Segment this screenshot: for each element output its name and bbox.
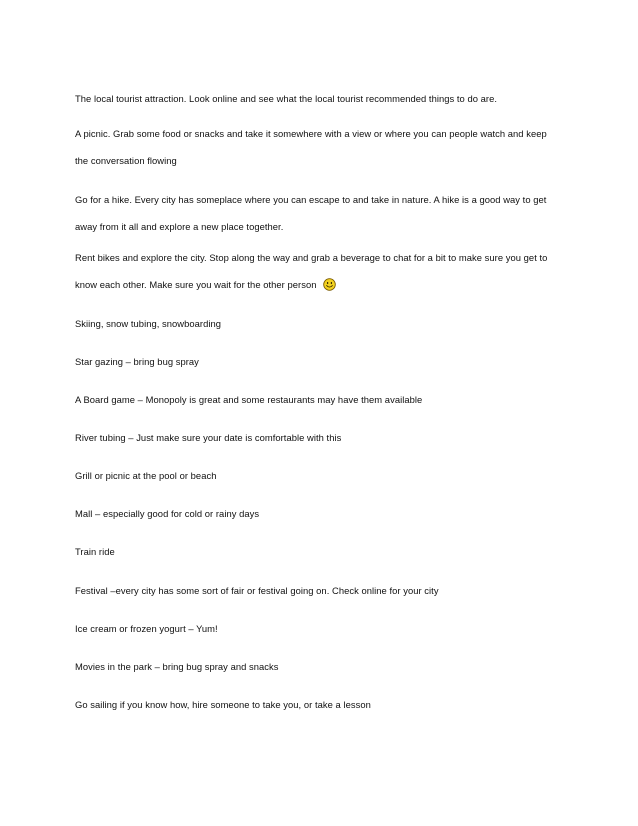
paragraph-line: Movies in the park – bring bug spray and snacks: [75, 661, 279, 672]
paragraph-picnic: [75, 127, 565, 167]
paragraph-train-ride: [75, 545, 565, 558]
paragraph-river-tubing: [75, 431, 565, 444]
paragraph-line: Mall – especially good for cold or rainy days: [75, 508, 260, 519]
paragraph-festival: [75, 584, 565, 597]
paragraph-line: Star gazing – bring bug spray: [75, 356, 199, 367]
paragraph-line: the conversation flowing: [75, 155, 177, 166]
paragraph-sailing: [75, 698, 565, 711]
paragraph-rent-bikes: [75, 251, 565, 294]
paragraph-line: Rent bikes and explore the city. Stop along the way and grab a beverage to chat for a bit to make sure you get to: [75, 252, 548, 263]
paragraph-board-game: [75, 393, 565, 406]
paragraph-line: Skiing, snow tubing, snowboarding: [75, 318, 222, 329]
paragraph-movies: [75, 660, 565, 673]
paragraph-line: Train ride: [75, 546, 115, 557]
paragraph-line: Festival –every city has some sort of fair or festival going on. Check online for your city: [75, 585, 439, 596]
paragraph-line: A Board game – Monopoly is great and some restaurants may have them available: [75, 394, 423, 405]
paragraph-line: Go sailing if you know how, hire someone to take you, or take a lesson: [75, 699, 371, 710]
paragraph-line: away from it all and explore a new place together.: [75, 221, 284, 232]
paragraph-line: A picnic. Grab some food or snacks and take it somewhere with a view or where you can people watch and keep: [75, 128, 547, 139]
paragraph-mall: [75, 507, 565, 520]
paragraph-line: know each other. Make sure you wait for the other person: [75, 279, 317, 290]
paragraph-star-gazing: [75, 355, 565, 368]
paragraph-line-with-smiley: [75, 278, 336, 294]
paragraph-line: River tubing – Just make sure your date is comfortable with this: [75, 432, 342, 443]
paragraph-line: Grill or picnic at the pool or beach: [75, 470, 217, 481]
paragraph-ice-cream: [75, 622, 565, 635]
paragraph-skiing: [75, 317, 565, 330]
paragraph-line: Go for a hike. Every city has someplace where you can escape to and take in nature. A hike is a good way to get: [75, 194, 547, 205]
paragraph-hike: [75, 193, 565, 233]
smiley-face-icon: [323, 278, 336, 294]
paragraph-line: The local tourist attraction. Look online and see what the local tourist recommended things to do are.: [75, 93, 498, 104]
paragraph-tourist-attraction: [75, 92, 565, 105]
paragraph-grill: [75, 469, 565, 482]
paragraph-line: Ice cream or frozen yogurt – Yum!: [75, 623, 218, 634]
